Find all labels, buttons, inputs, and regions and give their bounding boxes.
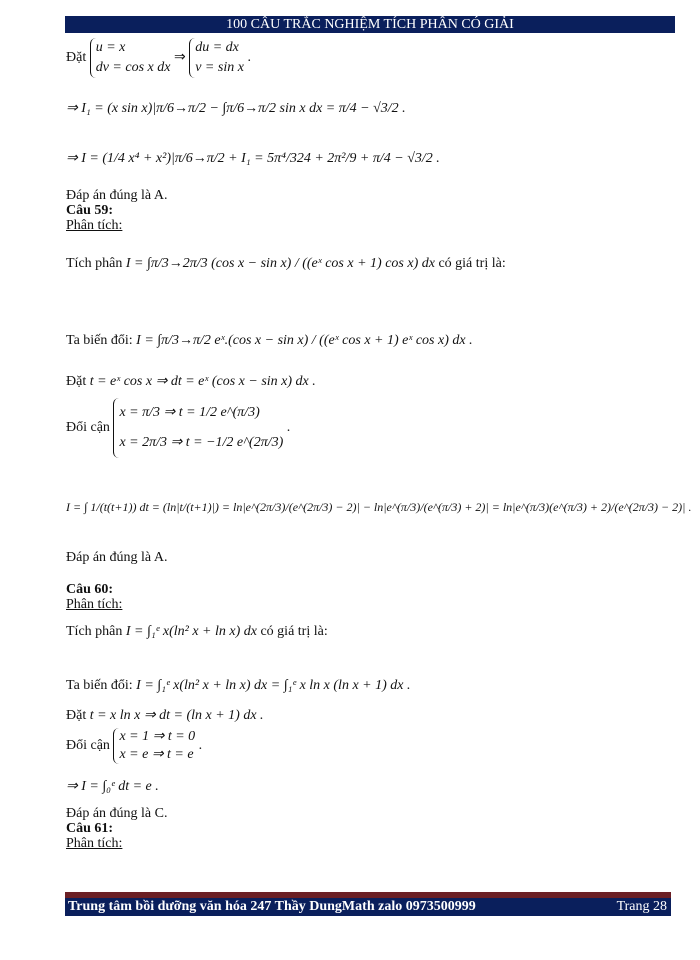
prompt-prefix: Tích phân: [66, 256, 123, 271]
page-number: Trang 28: [616, 899, 667, 914]
formula-I: ⇒ I = (1/4 x⁴ + x²)|π/6→π/2 + I₁ = 5π⁴/324 + 2π²/9 + π/4 − √3/2 .: [66, 151, 440, 166]
bound: x = π/3 ⇒ t = 1/2 e^(π/3): [119, 405, 260, 420]
implies-symbol: ⇒: [173, 50, 186, 66]
bound: x = 2π/3 ⇒ t = −1/2 e^(2π/3): [119, 435, 284, 450]
question-60-analysis: Phân tích:: [66, 597, 123, 612]
question-60-title: Câu 60:: [66, 582, 114, 597]
eq: dv = cos x dx: [95, 60, 171, 75]
bound: x = e ⇒ t = e: [119, 747, 194, 762]
question-60-substitution: [66, 707, 264, 724]
label: Ta biến đổi:: [66, 678, 133, 693]
eq: du = dx: [195, 40, 239, 55]
question-61-analysis: Phân tích:: [66, 836, 123, 851]
question-59-result: I = ∫ 1/(t(t+1)) dt = (ln|t/(t+1)|) = ln|e^(2π/3)/(e^(2π/3) − 2)| − ln|e^(π/3)/(e^(π/3) + 2)| = ln|e^(π/3)(e^(π/3) + 2)/(e^(2π/3) − 2)| .: [66, 500, 692, 514]
formula: t = eˣ cos x ⇒ dt = eˣ (cos x − sin x) dx .: [89, 374, 316, 389]
formula: I = ∫π/3→π/2 eˣ.(cos x − sin x) / ((eˣ cos x + 1) eˣ cos x) dx .: [136, 333, 473, 348]
label: Đổi cận: [66, 738, 110, 753]
prompt-suffix: có giá trị là:: [438, 256, 506, 271]
question-60-bounds: Đổi cận x = 1 ⇒ t = 0 x = e ⇒ t = e .: [66, 729, 203, 762]
document-header: 100 CÂU TRẮC NGHIỆM TÍCH PHÂN CÓ GIẢI: [65, 16, 675, 33]
bound: x = 1 ⇒ t = 0: [119, 729, 196, 744]
prompt-prefix: Tích phân: [66, 624, 123, 639]
formula-I1: ⇒ I₁ = (x sin x)|π/6→π/2 − ∫π/6→π/2 sin x dx = π/4 − √3/2 .: [66, 101, 406, 116]
question-59-title: Câu 59:: [66, 203, 114, 218]
question-59-prompt: [66, 256, 506, 272]
label-dat: Đặt: [66, 50, 87, 66]
prompt-suffix: có giá trị là:: [260, 624, 328, 639]
bounds-system: [113, 728, 195, 764]
document-footer: [65, 898, 671, 916]
answer-60: Đáp án đúng là C.: [66, 806, 168, 821]
eq: v = sin x: [195, 60, 244, 75]
question-59-substitution: [66, 373, 316, 390]
question-59-analysis: Phân tích:: [66, 218, 123, 233]
question-60-transform: [66, 678, 410, 694]
label: Đặt: [66, 374, 87, 389]
label: Đặt: [66, 708, 87, 723]
question-59-bounds: Đổi cận x = π/3 ⇒ t = 1/2 e^(π/3) x = 2π/3 ⇒ t = −1/2 e^(2π/3) .: [66, 398, 290, 458]
prompt-formula: I = ∫π/3→2π/3 (cos x − sin x) / ((eˣ cos x + 1) cos x) dx: [125, 256, 435, 271]
answer-58: Đáp án đúng là A.: [66, 188, 168, 203]
question-59-transform: [66, 333, 473, 349]
question-60-result: ⇒ I = ∫₀ᵉ dt = e .: [66, 779, 159, 794]
formula: t = x ln x ⇒ dt = (ln x + 1) dx .: [89, 708, 264, 723]
question-60-prompt: [66, 624, 328, 640]
footer-text: Trung tâm bồi dưỡng văn hóa 247 Thầy DungMath zalo 0973500999: [68, 899, 476, 914]
bounds-system: [113, 398, 283, 458]
formula: I = ∫₁ᵉ x(ln² x + ln x) dx = ∫₁ᵉ x ln x (ln x + 1) dx .: [136, 678, 411, 693]
question-61-title: Câu 61:: [66, 821, 114, 836]
label: Đổi cận: [66, 420, 110, 435]
answer-59: Đáp án đúng là A.: [66, 550, 168, 565]
prompt-formula: I = ∫₁ᵉ x(ln² x + ln x) dx: [125, 624, 257, 639]
system-right: [189, 38, 244, 78]
system-left: [90, 38, 171, 78]
eq: u = x: [95, 40, 126, 55]
substitution-line: Đặt u = x dv = cos x dx ⇒ du = dx v = sin x .: [66, 38, 251, 78]
label: Ta biến đổi:: [66, 333, 133, 348]
